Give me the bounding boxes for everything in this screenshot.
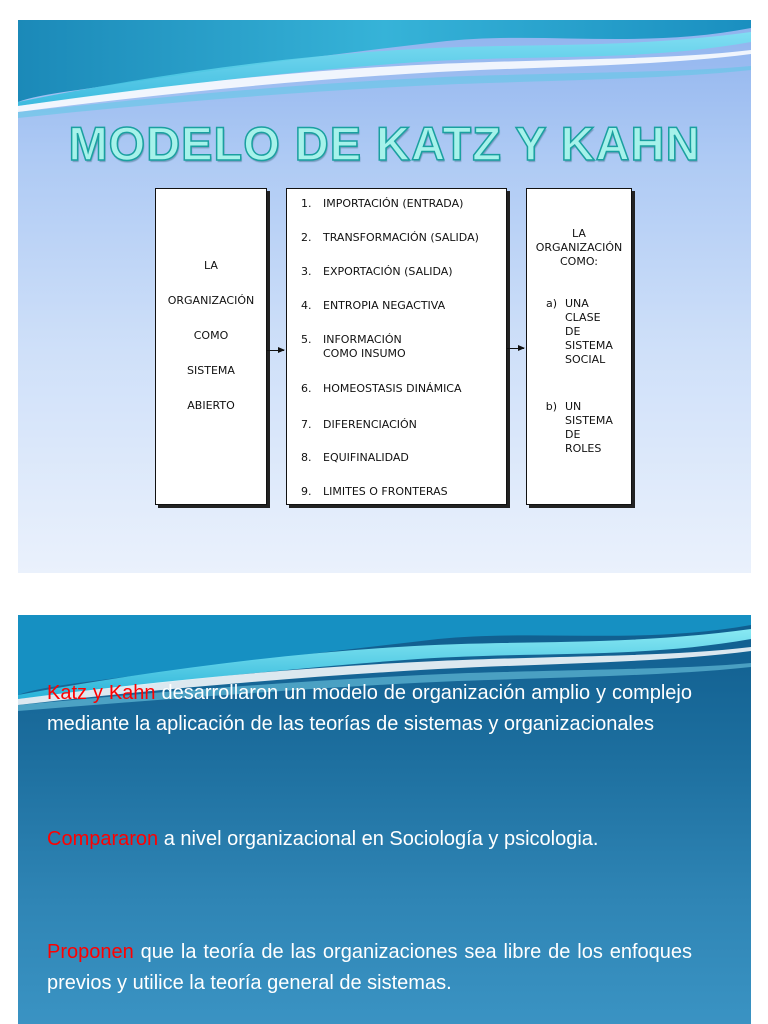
paragraph-text: desarrollaron un modelo de organización amplio y complejo mediante la aplicación de las teorías de sistemas y organizacionales	[47, 682, 692, 735]
item-number: 3.	[301, 265, 312, 278]
system-characteristics-box	[286, 188, 507, 505]
characteristic-item	[301, 333, 431, 361]
item-text: EXPORTACIÓN (SALIDA)	[323, 265, 453, 278]
paragraph-propose	[47, 937, 692, 999]
item-line: UNA	[565, 297, 589, 310]
item-line: DE	[565, 325, 581, 338]
organization-as-box	[526, 188, 632, 505]
open-system-line: COMO	[193, 329, 229, 342]
open-system-line: ORGANIZACIÓN	[167, 294, 255, 307]
item-line: DE	[565, 428, 581, 441]
item-line: ROLES	[565, 442, 602, 455]
item-number: 2.	[301, 231, 312, 244]
item-number: 9.	[301, 485, 312, 498]
item-line: SISTEMA	[565, 339, 613, 352]
paragraph-compared	[47, 824, 692, 855]
highlight-authors: Katz y Kahn	[47, 682, 156, 704]
arrow-left-to-middle	[267, 350, 284, 351]
slide-title: MODELO DE KATZ Y KAHN	[68, 117, 701, 170]
item-number: 5.	[301, 333, 312, 346]
characteristic-item	[301, 451, 501, 465]
organization-heading-line: LA	[572, 227, 586, 240]
item-text: TRANSFORMACIÓN (SALIDA)	[323, 231, 479, 244]
item-text: INFORMACIÓN COMO INSUMO	[323, 333, 406, 360]
organization-heading-line: COMO:	[559, 255, 598, 268]
characteristic-item	[301, 418, 501, 432]
highlight-propose: Proponen	[47, 941, 134, 963]
item-text: IMPORTACIÓN (ENTRADA)	[323, 197, 464, 210]
item-number: 8.	[301, 451, 312, 464]
item-number: 6.	[301, 382, 312, 395]
item-line: UN	[565, 400, 582, 413]
item-number: 7.	[301, 418, 312, 431]
open-system-line: ABIERTO	[187, 399, 235, 412]
characteristic-item	[301, 197, 501, 211]
item-line: SOCIAL	[565, 353, 606, 366]
item-line: SISTEMA	[565, 414, 613, 427]
organization-item-b	[527, 400, 631, 456]
open-system-line: SISTEMA	[187, 364, 235, 377]
characteristic-item	[301, 265, 501, 279]
characteristic-item	[301, 231, 501, 245]
highlight-compared: Compararon	[47, 828, 159, 850]
item-text: DIFERENCIACIÓN	[323, 418, 417, 431]
slide-katz-kahn-description	[18, 615, 751, 1024]
item-number: 4.	[301, 299, 312, 312]
item-line: CLASE	[565, 311, 601, 324]
arrow-middle-to-right	[507, 348, 524, 349]
paragraph-model-description	[47, 678, 692, 740]
characteristic-item	[301, 485, 501, 499]
open-system-line: LA	[204, 259, 218, 272]
item-letter: b)	[545, 400, 557, 413]
item-text: HOMEOSTASIS DINÁMICA	[323, 382, 462, 395]
characteristic-item	[301, 299, 501, 313]
paragraph-text: a nivel organizacional en Sociología y psicologia.	[158, 828, 599, 850]
item-text: ENTROPIA NEGACTIVA	[323, 299, 446, 312]
paragraph-text: que la teoría de las organizaciones sea libre de los enfoques previos y utilice la teoría general de sistemas.	[47, 941, 692, 994]
item-text: EQUIFINALIDAD	[323, 451, 409, 464]
slide-katz-kahn-model	[18, 20, 751, 573]
organization-item-a	[527, 297, 631, 367]
header-wave-decoration	[18, 20, 751, 130]
item-number: 1.	[301, 197, 312, 210]
characteristic-item	[301, 382, 501, 396]
open-system-box	[155, 188, 267, 505]
organization-heading-line: ORGANIZACIÓN	[535, 241, 623, 254]
item-text: LIMITES O FRONTERAS	[323, 485, 448, 498]
item-letter: a)	[545, 297, 557, 310]
